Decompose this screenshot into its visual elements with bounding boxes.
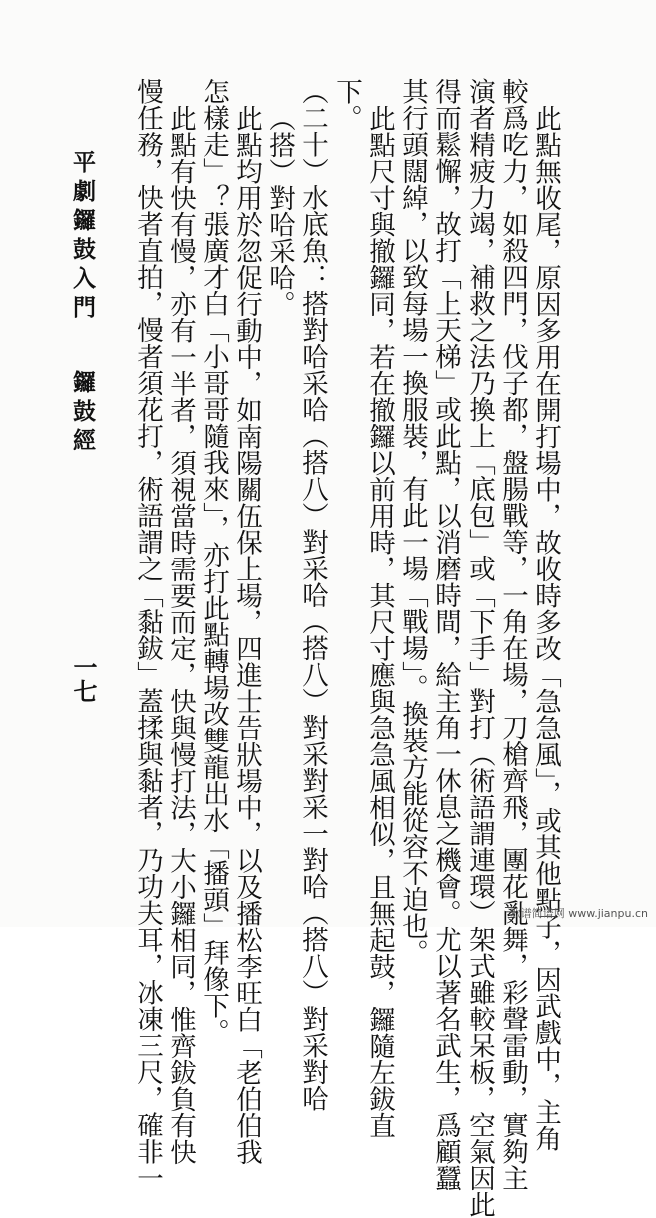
watermark: 歌谱简谱网 www.jianpu.cn [509,907,648,920]
book-title: 平劇鑼鼓入門 [69,150,96,324]
body-column-10: 此點均用於忽促行動中，如南陽關伍保上場，四進士告狀場中，以及播松李旺白「老伯伯我 [231,105,262,1165]
body-column-5: 其行頭闊綽，以致每場一換服裝，有此一場「戰場」。換裝方能從容不迫也。 [397,78,428,966]
body-column-3: 演者精疲力竭，補救之法乃換上「底包」或「下手」對打（術語謂連環）架式雖較呆板，空氣因此 [464,78,495,1218]
body-column-12: 此點有快有慢，亦有一半者，須視當時需要而定，快與慢打法，大小鑼相同，惟齊鈸負有快 [165,105,196,1165]
section-title: 鑼鼓經 [69,370,96,457]
body-column-2: 較爲吃力，如殺四門，伐子都，盤腸戰等，一角在場，刀槍齊飛，團花亂舞，彩聲雷動，實夠主 [497,78,528,1191]
body-column-1: 此點無收尾，原因多用在開打場中，故收時多改「急急風」，或其他點子，因武戲中，主角 [530,105,561,1152]
body-column-4: 得而鬆懈，故打「上天梯」或此點，以消磨時間，給主角一休息之機會。尤以著名武生，爲顧蠶 [430,78,461,1191]
body-column-11: 怎樣走」？張廣才白「小哥哥隨我來」，亦打此點轉場改雙龍出水「播頭」拜像下。 [198,78,229,1046]
page-number: 一七 [69,655,98,703]
body-column-13: 慢任務，快者直拍，慢者須花打，術語謂之「黏鈸」蓋揉與黏者，乃功夫耳，冰凍三尺，確非一 [132,78,163,1191]
section-heading-column: （二十）水底魚：搭對哈采哈（搭八）對采哈（搭八）對采對采一對哈（搭八）對采對哈 [297,78,328,1112]
body-column-9: （搭）對哈采哈。 [264,105,295,317]
body-column-6: 此點尺寸與撤鑼同，若在撤鑼以前用時，其尺寸應與急急風相似，且無起鼓，鑼隨左鈸直 [364,105,395,1139]
body-column-7: 下。 [331,78,362,131]
